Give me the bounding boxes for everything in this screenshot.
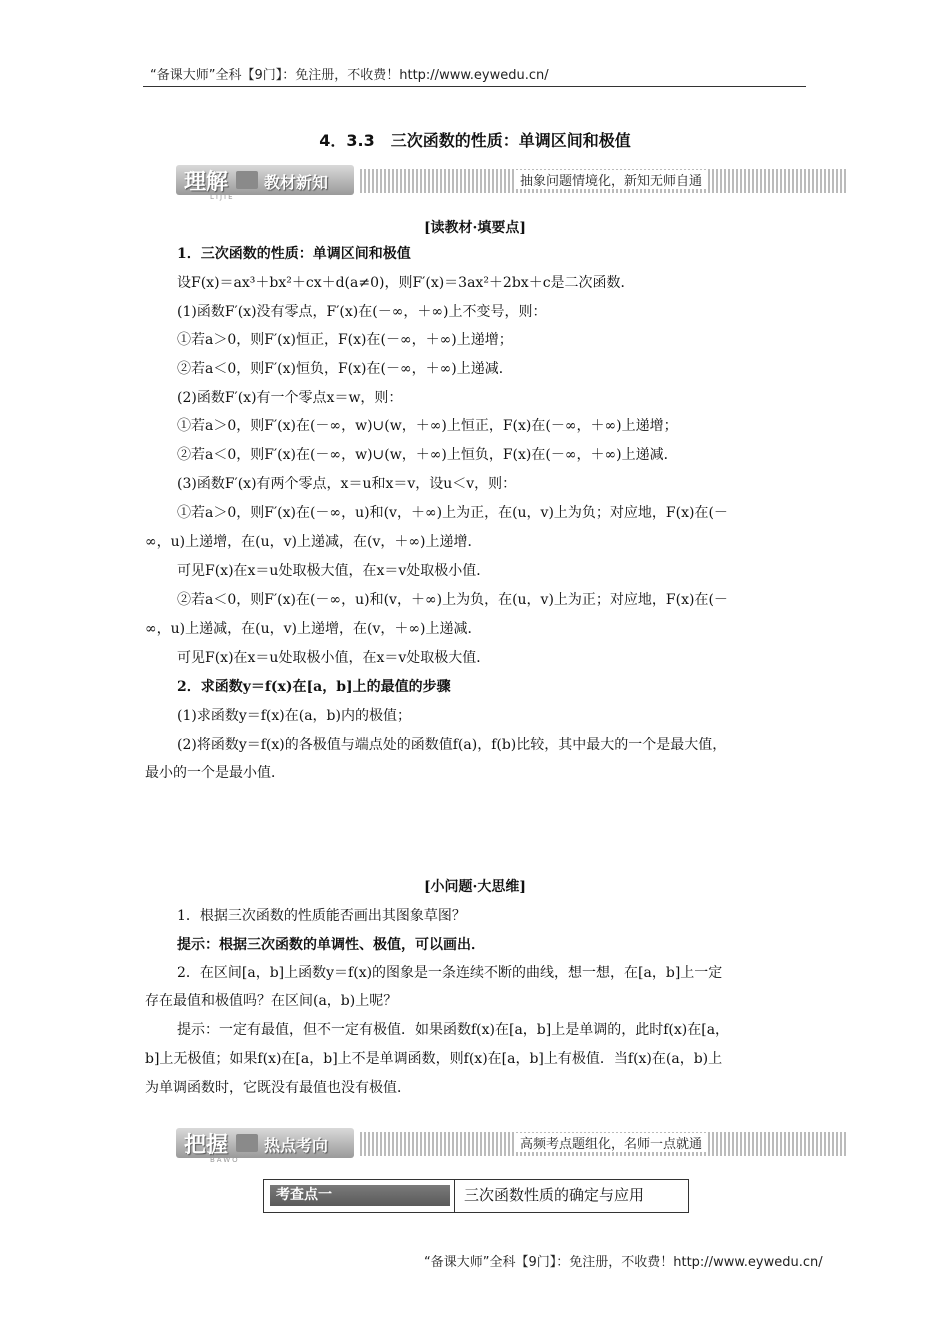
- topic-tag: 考查点一: [270, 1185, 450, 1206]
- text-line: ②若a＜0，则F′(x)在(－∞，u)和(v，＋∞)上为负，在(u，v)上为正；对应地，F(x)在(－: [177, 592, 728, 608]
- text-line: 2．在区间[a，b]上函数y＝f(x)的图象是一条连续不断的曲线，想一想，在[a，b]上一定: [177, 965, 723, 981]
- text-line: 1．三次函数的性质：单调区间和极值: [177, 246, 411, 262]
- banner-lijie: [176, 165, 846, 201]
- text-line: 存在最值和极值吗？在区间(a，b)上呢？: [145, 993, 398, 1009]
- page-header: “备课大师”全科【9门】：免注册，不收费！http://www.eywedu.cn/: [150, 68, 549, 83]
- text-line: ∞，u)上递增，在(u，v)上递减，在(v，＋∞)上递增．: [145, 534, 482, 550]
- text-line: ∞，u)上递减，在(u，v)上递增，在(v，＋∞)上递减．: [145, 621, 482, 637]
- text-line: 可见F(x)在x＝u处取极小值，在x＝v处取极大值．: [177, 650, 491, 666]
- banner-bawo-badge: [176, 1128, 354, 1158]
- page-title: 4．3.3 三次函数的性质：单调区间和极值: [319, 131, 631, 150]
- header-rule: [143, 86, 806, 87]
- text-line: (2)函数F′(x)有一个零点x＝w，则：: [177, 390, 403, 406]
- text-line: 提示：根据三次函数的单调性、极值，可以画出．: [177, 937, 485, 953]
- text-line: 2．求函数y＝f(x)在[a，b]上的最值的步骤: [177, 679, 451, 695]
- banner-bawo-sub: BAWO: [210, 1156, 240, 1164]
- topic-title: 三次函数性质的确定与应用: [464, 1186, 645, 1204]
- text-line: 1．根据三次函数的性质能否画出其图象草图？: [177, 908, 466, 924]
- banner-bawo-mid: 热点考向: [264, 1136, 329, 1155]
- banner-lijie-word: 理解: [184, 170, 229, 195]
- banner-lijie-badge: [176, 165, 354, 195]
- section-heading-read: [读教材·填要点]: [423, 220, 527, 236]
- text-line: 最小的一个是最小值．: [145, 765, 285, 781]
- topic-divider: [454, 1180, 455, 1212]
- text-line: 设F(x)＝ax³＋bx²＋cx＋d(a≠0)，则F′(x)＝3ax²＋2bx＋c是二次函数．: [177, 275, 635, 291]
- text-line: (2)将函数y＝f(x)的各极值与端点处的函数值f(a)，f(b)比较，其中最大的一个是最大值，: [177, 737, 727, 753]
- banner-bawo: [176, 1128, 846, 1164]
- text-line: b]上无极值；如果f(x)在[a，b]上不是单调函数，则f(x)在[a，b]上有极值．当f(x)在(a，b)上: [145, 1051, 723, 1067]
- banner-lijie-slogan: 抽象问题情境化，新知无师自通: [514, 170, 708, 189]
- page-footer: “备课大师”全科【9门】：免注册，不收费！http://www.eywedu.cn/: [424, 1255, 823, 1270]
- text-line: 为单调函数时，它既没有最值也没有极值．: [145, 1080, 411, 1096]
- text-line: 提示：一定有最值，但不一定有极值．如果函数f(x)在[a，b]上是单调的，此时f(x)在[a，: [177, 1022, 730, 1038]
- banner-lijie-sub: LIJIE: [210, 193, 235, 201]
- text-line: (1)函数F′(x)没有零点，F′(x)在(－∞，＋∞)上不变号，则：: [177, 304, 547, 320]
- banner-bawo-seal: [236, 1134, 258, 1152]
- text-line: 可见F(x)在x＝u处取极大值，在x＝v处取极小值．: [177, 563, 491, 579]
- text-line: ①若a＞0，则F′(x)恒正，F(x)在(－∞，＋∞)上递增；: [177, 332, 513, 348]
- text-line: ①若a＞0，则F′(x)在(－∞，w)∪(w，＋∞)上恒正，F(x)在(－∞，＋∞)上递增；: [177, 418, 678, 434]
- text-line: ②若a＜0，则F′(x)恒负，F(x)在(－∞，＋∞)上递减．: [177, 361, 513, 377]
- topic-box: [263, 1179, 689, 1213]
- banner-bawo-slogan: 高频考点题组化，名师一点就通: [514, 1133, 708, 1152]
- banner-lijie-seal: [236, 171, 258, 189]
- text-line: ②若a＜0，则F′(x)在(－∞，w)∪(w，＋∞)上恒负，F(x)在(－∞，＋∞)上递减．: [177, 447, 678, 463]
- banner-lijie-mid: 教材新知: [264, 173, 329, 192]
- text-line: ①若a＞0，则F′(x)在(－∞，u)和(v，＋∞)上为正，在(u，v)上为负；对应地，F(x)在(－: [177, 505, 728, 521]
- banner-bawo-word: 把握: [184, 1133, 229, 1158]
- text-line: (1)求函数y＝f(x)在(a，b)内的极值；: [177, 708, 411, 724]
- section-heading-think: [小问题·大思维]: [423, 879, 527, 895]
- text-line: (3)函数F′(x)有两个零点，x＝u和x＝v，设u＜v，则：: [177, 476, 517, 492]
